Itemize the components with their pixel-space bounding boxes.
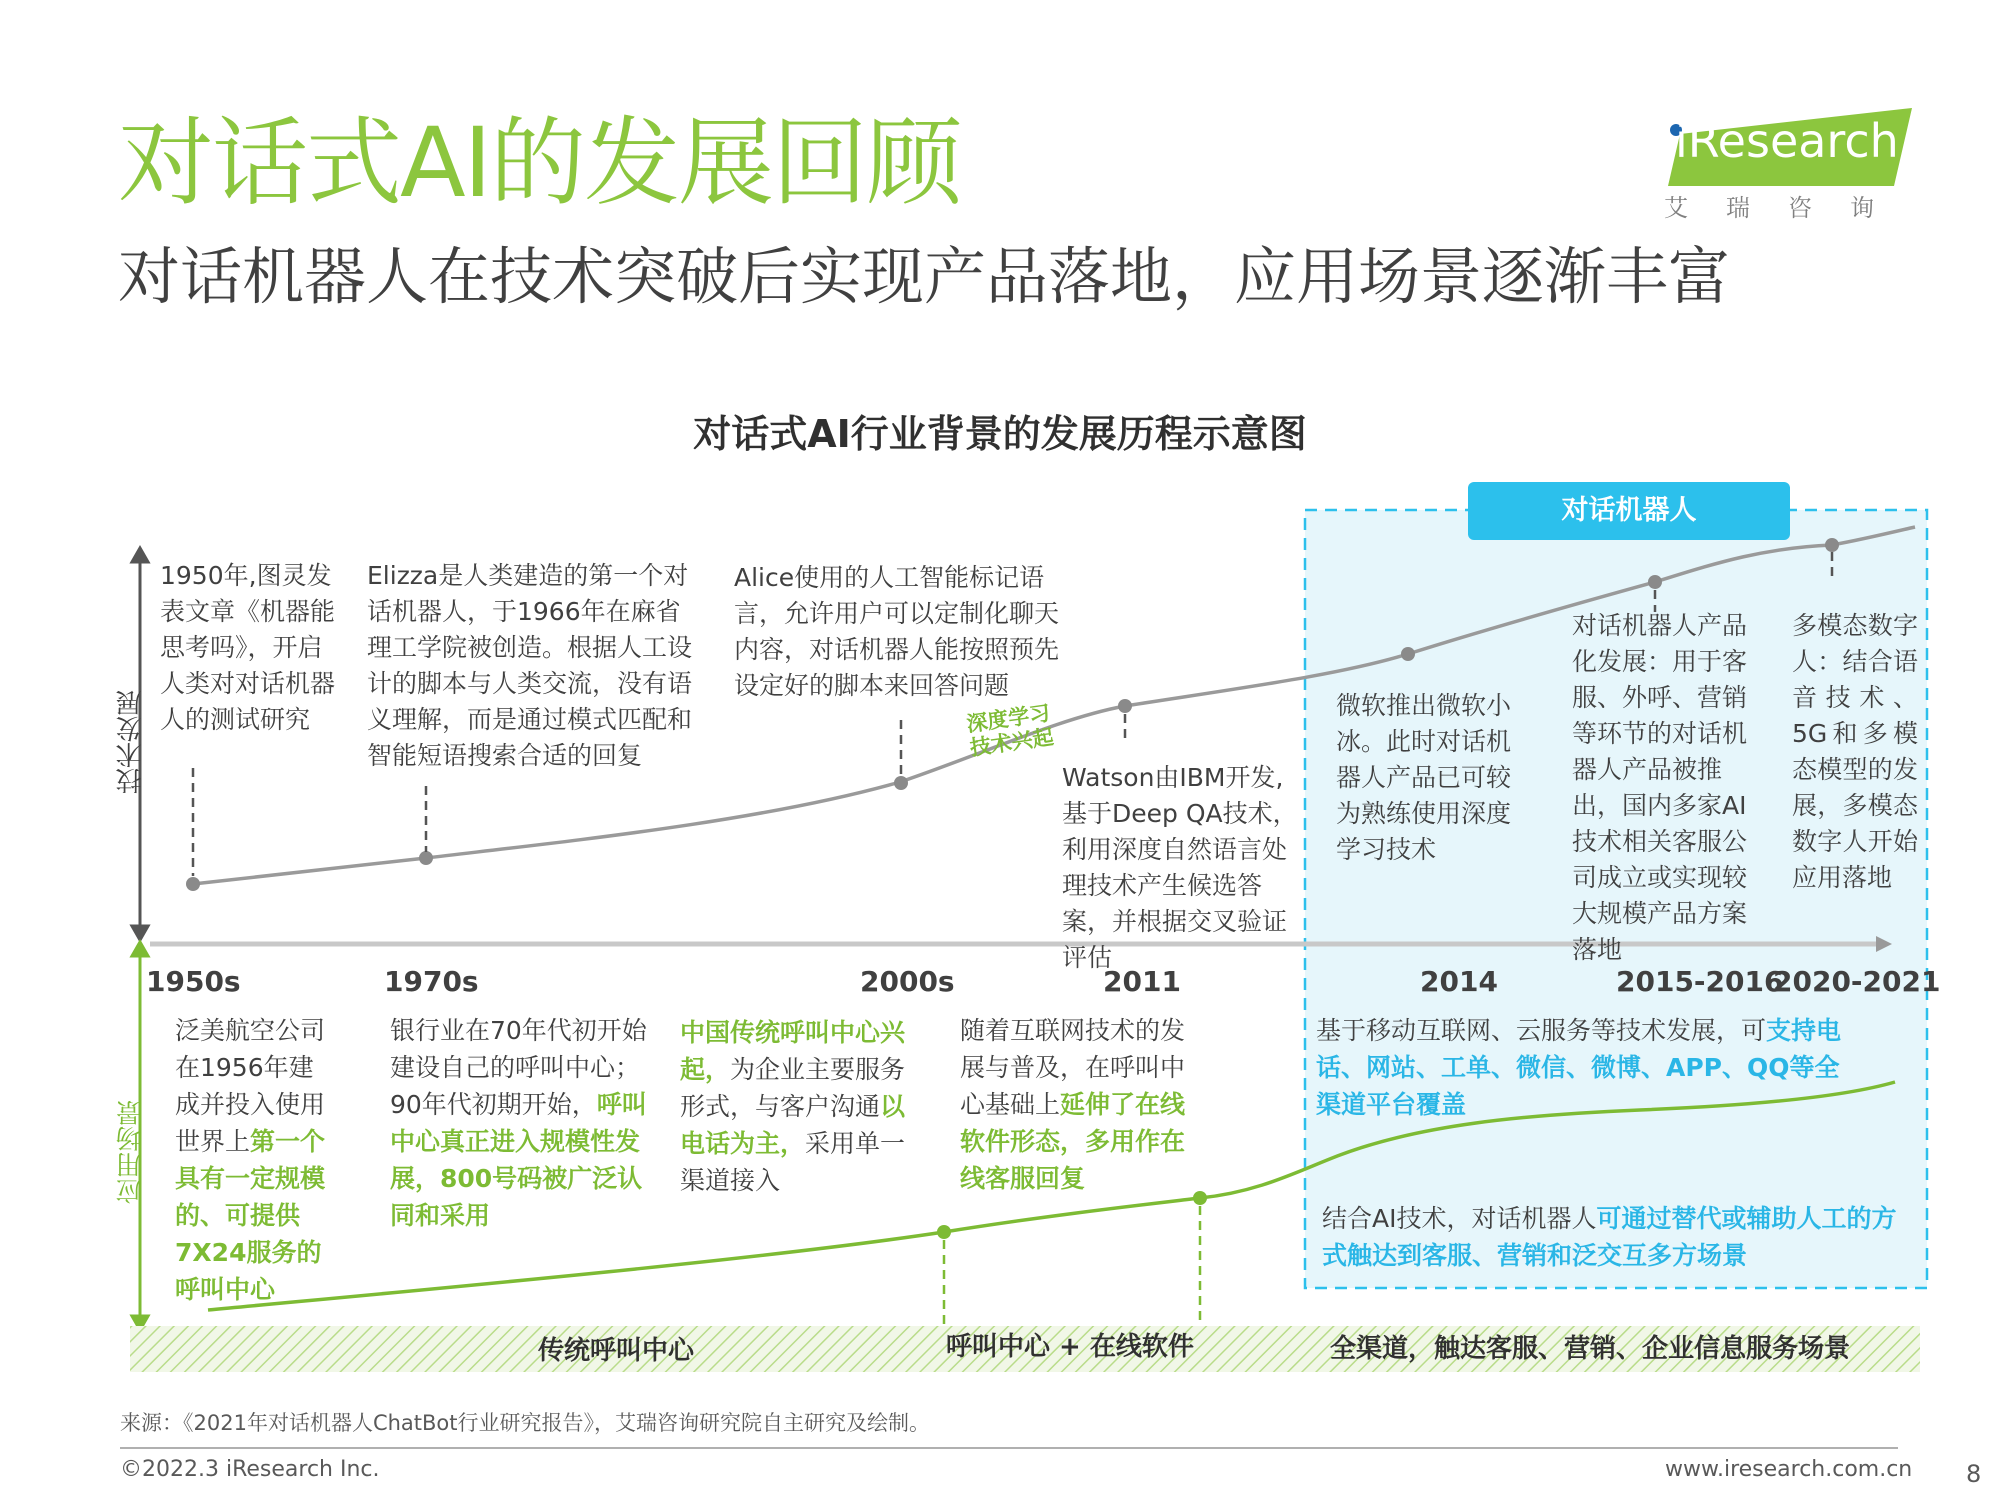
page-subtitle: 对话机器人在技术突破后实现产品落地，应用场景逐渐丰富 xyxy=(118,240,1731,313)
chatbot-badge: 对话机器人 xyxy=(1468,482,1790,540)
band-traditional-call-center: 传统呼叫中心 xyxy=(538,1336,695,1366)
year-2020-2021: 2020-2021 xyxy=(1773,965,1941,998)
tech-text-2015: 对话机器人产品化发展：用于客服、外呼、营销等环节的对话机器人产品被推出，国内多家AI技术相关客服公司成立或实现较大规模产品方案落地 xyxy=(1572,611,1748,964)
tech-text-2020: 多模态数字人：结合语音技术、5G和多模态模型的发展，多模态数字人开始应用落地 xyxy=(1792,611,1918,892)
app-text-2014-channels: 基于移动互联网、云服务等技术发展，可支持电话、网站、工单、微信、微博、APP、QQ等全渠道平台覆盖 xyxy=(1316,1016,1842,1119)
band-omnichannel: 全渠道，触达客服、营销、企业信息服务场景 xyxy=(1330,1334,1851,1364)
tech-text-1950s: 1950年,图灵发表文章《机器能思考吗》，开启人类对对话机器人的测试研究 xyxy=(160,561,336,734)
app-text-2011: 随着互联网技术的发展与普及，在呼叫中心基础上延伸了在线软件形态，多用作在线客服回复 xyxy=(960,1016,1186,1193)
year-2000s: 2000s xyxy=(860,965,955,998)
year-1950s: 1950s xyxy=(146,965,241,998)
page-number: 8 xyxy=(1966,1460,1982,1488)
app-text-1970s: 银行业在70年代初开始建设自己的呼叫中心；90年代初期开始，呼叫中心真正进入规模性发展，800号码被广泛认同和采用 xyxy=(390,1016,647,1230)
tech-text-2011: Watson由IBM开发,基于Deep QA技术，利用深度自然语言处理技术产生候选答案，并根据交叉验证评估 xyxy=(1062,763,1298,972)
logo-wordmark: iResearch xyxy=(1675,114,1899,168)
axis-label-tech: 技术发展 xyxy=(116,690,146,794)
page-title: 对话式AI的发展回顾 xyxy=(118,107,960,219)
tech-text-1970s: Elizza是人类建造的第一个对话机器人，于1966年在麻省理工学院被创造。根据人工设计的脚本与人类交流，没有语义理解，而是通过模式匹配和智能短语搜索合适的回复 xyxy=(367,561,693,770)
band-call-center-online: 呼叫中心 + 在线软件 xyxy=(946,1332,1194,1362)
year-1970s: 1970s xyxy=(384,965,479,998)
year-2014: 2014 xyxy=(1420,965,1498,998)
tech-text-2014: 微软推出微软小冰。此时对话机器人产品已可较为熟练使用深度学习技术 xyxy=(1336,691,1512,864)
milestone-deep-learning: 深度学习技术兴起 xyxy=(965,700,1055,761)
logo-chinese: 艾瑞咨询 xyxy=(1664,194,1912,222)
copyright: ©2022.3 iResearch Inc. xyxy=(120,1457,380,1482)
app-text-2000s: 中国传统呼叫中心兴起，为企业主要服务形式，与客户沟通以电话为主，采用单一渠道接入 xyxy=(680,1018,906,1195)
year-2015-2016: 2015-2016 xyxy=(1616,965,1784,998)
chart-title: 对话式AI行业背景的发展历程示意图 xyxy=(693,412,1307,456)
year-2011: 2011 xyxy=(1103,965,1181,998)
source-note: 来源：《2021年对话机器人ChatBot行业研究报告》，艾瑞咨询研究院自主研究及绘制。 xyxy=(120,1411,931,1435)
axis-label-app: 应用场景 xyxy=(116,1100,146,1204)
website-link[interactable]: www.iresearch.com.cn xyxy=(1665,1457,1913,1482)
app-text-2014-ai: 结合AI技术，对话机器人可通过替代或辅助人工的方式触达到客服、营销和泛交互多方场景 xyxy=(1322,1204,1897,1270)
app-text-1950s: 泛美航空公司在1956年建成并投入使用世界上第一个具有一定规模的、可提供7X24服务的呼叫中心 xyxy=(175,1016,326,1304)
tech-text-2000s: Alice使用的人工智能标记语言，允许用户可以定制化聊天内容，对话机器人能按照预先设定好的脚本来回答问题 xyxy=(734,563,1060,700)
